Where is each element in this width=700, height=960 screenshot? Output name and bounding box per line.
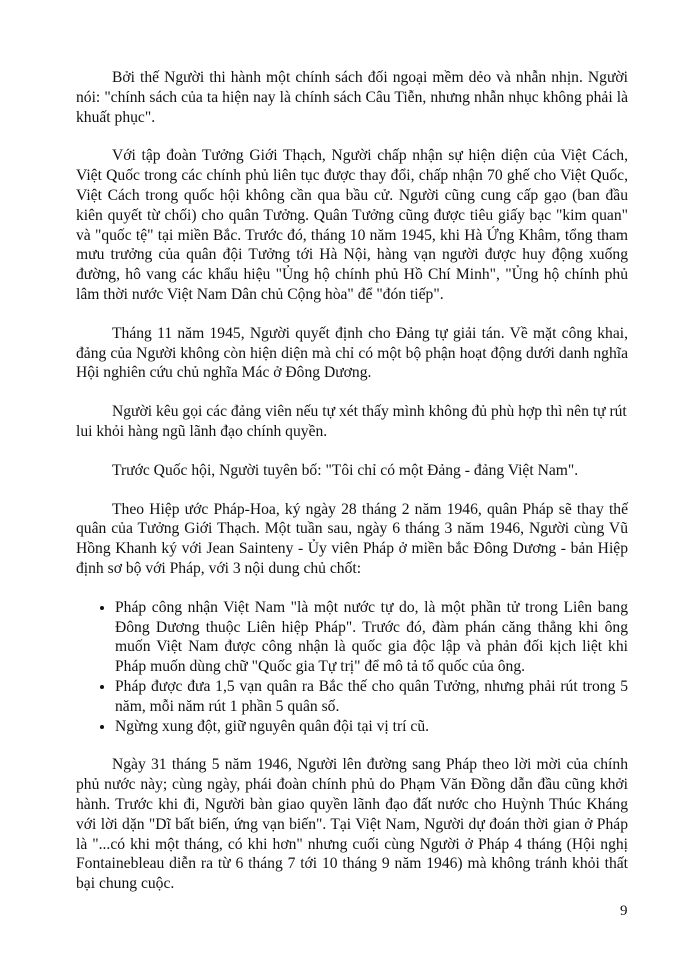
document-page xyxy=(76,68,628,913)
paragraph-franco-chinese-treaty: Theo Hiệp ước Pháp-Hoa, ký ngày 28 tháng 2 năm 1946, quân Pháp sẽ thay thế quân của Tưởng Giới Thạch. Một tuần sau, ngày 6 tháng 3 năm 1946, Người cùng Vũ Hồng Khanh ký với Jean Sainteny - Ủy viên Pháp ở miền bắc Đông Dương - bản Hiệp định sơ bộ với Pháp, với 3 nội dung chủ chốt: xyxy=(76,500,628,577)
page-number: 9 xyxy=(620,903,628,919)
paragraph-foreign-policy: Bởi thế Người thi hành một chính sách đối ngoại mềm dẻo và nhẫn nhịn. Người nói: "chính sách của ta hiện nay là chính sách Câu Tiễn, nhưng nhẫn nhục không phải là khuất phục". xyxy=(76,69,628,126)
paragraph-chiang-kai-shek: Với tập đoàn Tưởng Giới Thạch, Người chấp nhận sự hiện diện của Việt Cách, Việt Quốc trong các chính phủ liên tục được thay đổi, chấp nhận 70 ghế cho Việt Quốc, Việt Cách trong quốc hội không cần qua bầu cử. Người cũng cung cấp gạo (ban đầu kiên quyết từ chối) cho quân Tưởng. Quân Tưởng cũng được tiêu giấy bạc "kim quan" và "quốc tệ" tại miền Bắc. Trước đó, tháng 10 năm 1945, khi Hà Ứng Khâm, tổng tham mưu trưởng của quân đội Tưởng tới Hà Nội, hàng vạn người được huy động xuống đường, hô vang các khẩu hiệu "Ủng hộ chính phủ Hồ Chí Minh", "Ủng hộ chính phủ lâm thời nước Việt Nam Dân chủ Cộng hòa" để "đón tiếp". xyxy=(76,147,628,303)
bullet-list xyxy=(76,598,628,737)
paragraph-party-dissolution: Tháng 11 năm 1945, Người quyết định cho Đảng tự giải tán. Về mặt công khai, đảng của Người không còn hiện diện mà chỉ có một bộ phận hoạt động dưới danh nghĩa Hội nghiên cứu chủ nghĩa Mác ở Đông Dương. xyxy=(76,324,628,382)
list-item: • Pháp được đưa 1,5 vạn quân ra Bắc thế cho quân Tưởng, nhưng phải rút trong 5 năm, mỗi năm rút 1 phần 5 quân số. xyxy=(115,677,628,717)
list-item: • Ngừng xung đột, giữ nguyên quân đội tại vị trí cũ. xyxy=(115,717,628,737)
paragraph-party-members: Người kêu gọi các đảng viên nếu tự xét thấy mình không đủ phù hợp thì nên tự rút lui khỏi hàng ngũ lãnh đạo chính quyền. xyxy=(76,403,627,440)
paragraph-national-assembly: Trước Quốc hội, Người tuyên bố: "Tôi chỉ có một Đảng - đảng Việt Nam". xyxy=(112,461,579,479)
paragraph-trip-to-france: Ngày 31 tháng 5 năm 1946, Người lên đường sang Pháp theo lời mời của chính phủ nước này; cùng ngày, phái đoàn chính phủ do Phạm Văn Đồng dẫn đầu cũng khởi hành. Trước khi đi, Người bàn giao quyền lãnh đạo đất nước cho Huỳnh Thúc Kháng với lời dặn "Dĩ bất biến, ứng vạn biến". Tại Việt Nam, Người dự đoán thời gian ở Pháp là "...có khi một tháng, có khi hơn" nhưng cuối cùng Người ở Pháp 4 tháng (Hội nghị Fontainebleau diễn ra từ 6 tháng 7 tới 10 tháng 9 năm 1946) mà không tránh khỏi thất bại chung cuộc. xyxy=(76,756,628,893)
list-item: • Pháp công nhận Việt Nam "là một nước tự do, là một phần tử trong Liên bang Đông Dương thuộc Liên hiệp Pháp". Trước đó, đàm phán căng thẳng khi ông muốn Việt Nam được công nhận là quốc gia độc lập và phản đối kịch liệt khi Pháp muốn dùng chữ "Quốc gia Tự trị" để mô tả tổ quốc của ông. xyxy=(115,598,628,677)
